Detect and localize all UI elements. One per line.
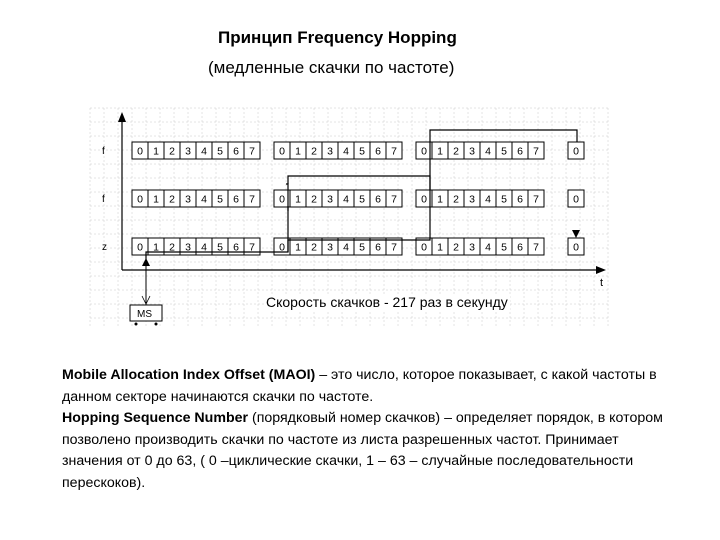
timeslot-number: 4 [201, 145, 207, 158]
timeslot-number: 6 [233, 145, 239, 158]
timeslot-number: 4 [485, 193, 491, 206]
timeslot-number: 1 [295, 145, 301, 158]
trailing-number: 0 [573, 241, 579, 254]
timeslot-number: 6 [517, 241, 523, 254]
timeslot-number: 1 [153, 145, 159, 158]
hsn-paragraph [62, 408, 682, 494]
maoi-term: Mobile Allocation Index Offset (MAOI) [62, 367, 316, 383]
timeslot-number: 7 [249, 241, 255, 254]
timeslot-number: 0 [421, 241, 427, 254]
timeslot-number: 7 [249, 193, 255, 206]
frequency-row [102, 190, 584, 207]
timeslot-number: 0 [279, 241, 285, 254]
timeslot-number: 7 [249, 145, 255, 158]
timeslot-number: 6 [375, 241, 381, 254]
row-label: f [102, 146, 105, 157]
timeslot-number: 4 [343, 241, 349, 254]
timeslot-number: 4 [201, 193, 207, 206]
timeslot-number: 3 [469, 145, 475, 158]
maoi-paragraph [62, 365, 682, 408]
timeslot-number: 5 [217, 241, 223, 254]
timeslot-number: 0 [137, 241, 143, 254]
timeslot-number: 7 [391, 193, 397, 206]
timeslot-number: 2 [311, 145, 317, 158]
timeslot-number: 2 [169, 145, 175, 158]
timeslot-number: 5 [501, 193, 507, 206]
timeslot-number: 6 [517, 193, 523, 206]
frequency-row [102, 142, 584, 159]
timeslot-number: 2 [453, 241, 459, 254]
timeslot-number: 6 [375, 145, 381, 158]
timeslot-number: 3 [185, 193, 191, 206]
timeslot-number: 6 [517, 145, 523, 158]
hsn-term: Hopping Sequence Number [62, 410, 249, 426]
ms-label: MS [137, 309, 152, 320]
ms-wheel-left [135, 323, 138, 326]
trailing-number: 0 [573, 193, 579, 206]
ms-wheel-right [155, 323, 158, 326]
timeslot-number: 5 [501, 145, 507, 158]
row-label: z [102, 242, 107, 253]
timeslot-number: 3 [185, 145, 191, 158]
timeslot-number: 4 [485, 145, 491, 158]
timeslot-number: 4 [485, 241, 491, 254]
timeslot-number: 3 [185, 241, 191, 254]
timeslot-number: 7 [391, 241, 397, 254]
timeslot-number: 5 [359, 193, 365, 206]
x-axis-arrow [596, 266, 606, 274]
ms-block [130, 258, 162, 326]
timeslot-number: 5 [359, 241, 365, 254]
t-axis-label: t [600, 277, 604, 289]
timeslot-number: 4 [343, 193, 349, 206]
timeslot-number: 5 [217, 145, 223, 158]
timeslot-number: 3 [327, 145, 333, 158]
timeslot-number: 3 [327, 241, 333, 254]
timeslot-number: 6 [233, 193, 239, 206]
timeslot-number: 0 [279, 193, 285, 206]
timeslot-number: 7 [533, 145, 539, 158]
timeslot-number: 5 [501, 241, 507, 254]
timeslot-number: 5 [359, 145, 365, 158]
timeslot-number: 2 [453, 145, 459, 158]
timeslot-number: 3 [469, 193, 475, 206]
timeslot-number: 2 [453, 193, 459, 206]
timeslot-number: 2 [169, 193, 175, 206]
timeslot-number: 4 [343, 145, 349, 158]
timeslot-number: 0 [137, 145, 143, 158]
timeslot-number: 7 [391, 145, 397, 158]
timeslot-number: 1 [437, 193, 443, 206]
timeslot-number: 7 [533, 193, 539, 206]
timeslot-number: 2 [311, 241, 317, 254]
timeslot-number: 7 [533, 241, 539, 254]
maoi-text: – это число, которое показывает, с какой частоты в данном секторе начинаются скачки по частоте. [62, 367, 657, 405]
hsn-text: (порядковый номер скачков) – определяет порядок, в котором позволено производить скачки по частоте из листа разрешенных частот. Принимает значения от 0 до 63, ( 0 –циклические скачки, 1 – 63 – случайные последовательности перескоков). [62, 410, 663, 491]
timeslot-number: 0 [137, 193, 143, 206]
timeslot-number: 3 [469, 241, 475, 254]
timeslot-number: 4 [201, 241, 207, 254]
y-axis-arrow [118, 112, 126, 122]
slide-title: Принцип Frequency Hopping [218, 28, 457, 47]
timeslot-number: 1 [153, 193, 159, 206]
diagram-caption: Скорость скачков - 217 раз в секунду [266, 294, 508, 310]
timeslot-number: 0 [421, 145, 427, 158]
timeslot-number: 6 [375, 193, 381, 206]
timeslot-number: 1 [153, 241, 159, 254]
timeslot-number: 1 [437, 145, 443, 158]
timeslot-number: 6 [233, 241, 239, 254]
timeslot-number: 5 [217, 193, 223, 206]
timeslot-number: 1 [295, 241, 301, 254]
row-label: f [102, 194, 105, 205]
timeslot-number: 1 [437, 241, 443, 254]
timeslot-number: 1 [295, 193, 301, 206]
slide-subtitle: (медленные скачки по частоте) [208, 58, 455, 77]
timeslot-number: 3 [327, 193, 333, 206]
trailing-number: 0 [573, 145, 579, 158]
description [62, 365, 682, 494]
timeslot-number: 0 [279, 145, 285, 158]
timeslot-number: 2 [169, 241, 175, 254]
timeslot-number: 0 [421, 193, 427, 206]
timeslot-number: 2 [311, 193, 317, 206]
